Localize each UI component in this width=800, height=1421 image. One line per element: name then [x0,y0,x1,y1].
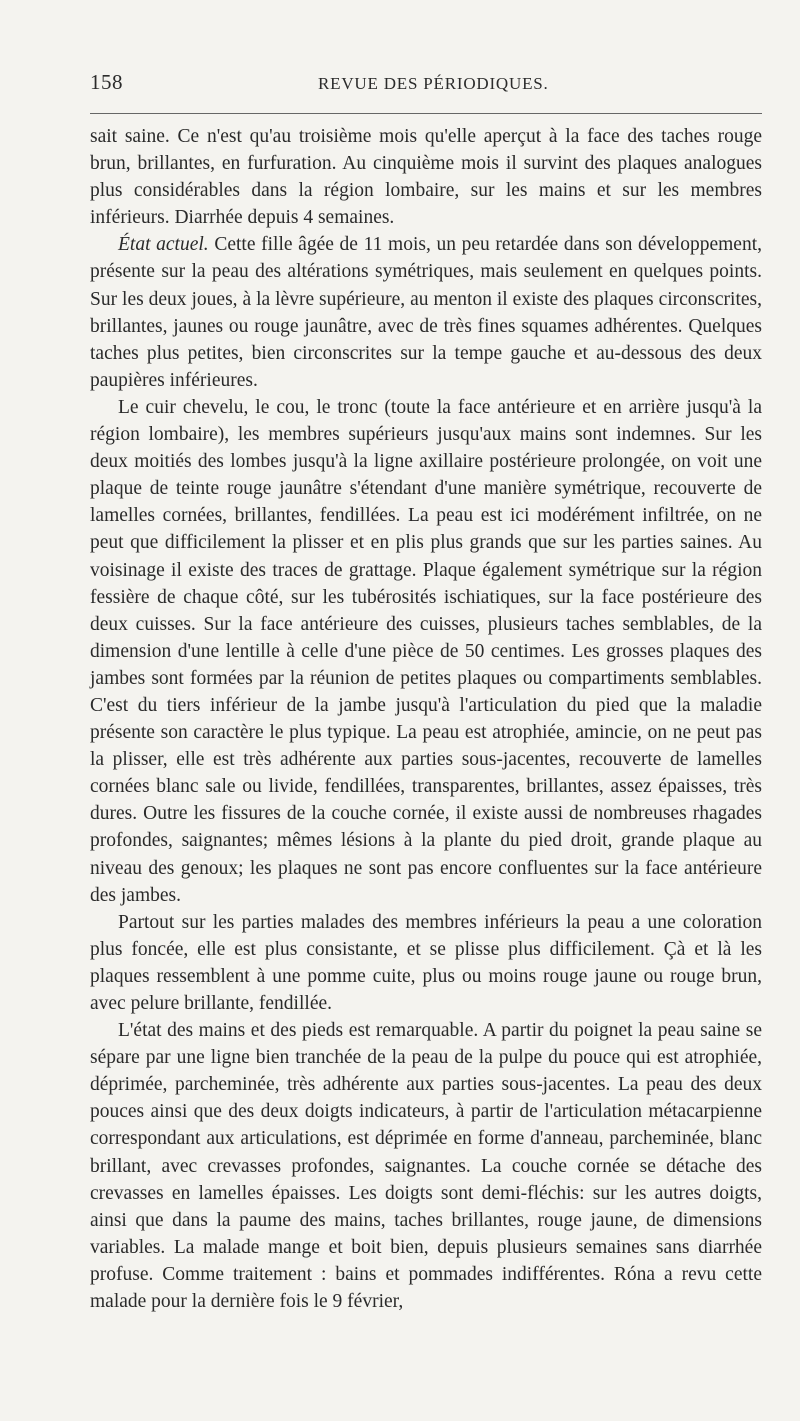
paragraph-2 [90,231,762,394]
paragraph-text: sait saine. Ce n'est qu'au troisième mois qu'elle aperçut à la face des taches rouge brun, brillantes, en furfuration. Au cinquième mois il survint des plaques analogues plus considérables dans la région lombaire, sur les mains et sur les membres inférieurs. Diarrhée depuis 4 semaines. [90,126,762,229]
paragraph-5 [90,1017,762,1315]
paragraph-4 [90,909,762,1017]
paragraph-text: Partout sur les parties malades des membres inférieurs la peau a une coloration plus foncée, elle est plus consistante, et se plisse plus difficilement. Çà et là les plaques ressemblent à une pomme cuite, plus ou moins rouge jaune ou rouge brun, avec pelure brillante, fendillée. [90,911,762,1014]
paragraph-lead: État actuel. [118,234,209,256]
paragraph-1 [90,123,762,231]
paragraph-text: Le cuir chevelu, le cou, le tronc (toute la face antérieure et en arrière jusqu'à la région lombaire), les membres supérieurs jusqu'aux mains sont indemnes. Sur les deux moitiés des lombes jusqu'à la ligne axillaire postérieure prolongée, on voit une plaque de teinte rouge jaunâtre s'étendant d'une manière symétrique, recouverte de lamelles cornées, brillantes, fendillées. La peau est ici modérément infiltrée, on ne peut que difficilement la plisser et en plis plus grands que sur les parties saines. Au voisinage il existe des traces de grattage. Plaque également symétrique sur la région fessière de chaque côté, sur les tubérosités ischiatiques, sur la face postérieure des deux cuisses. Sur la face antérieure des cuisses, plusieurs taches semblables, de la dimension d'une lentille à celle d'une pièce de 50 centimes. Les grosses plaques des jambes sont formées par la réunion de petites plaques ou compartiments semblables. C'est du tiers inférieur de la jambe jusqu'à l'articulation du pied que la maladie présente son caractère le plus typique. La peau est atrophiée, amincie, on ne peut pas la plisser, elle est très adhérente aux parties sous-jacentes, recouverte de lamelles cornées blanc sale ou livide, fendillées, transparentes, brillantes, assez épaisses, très dures. Outre les fissures de la couche cornée, il existe aussi de nombreuses rhagades profondes, saignantes; mêmes lésions à la plante du pied droit, grande plaque au niveau des genoux; les plaques ne sont pas encore confluentes sur la face antérieure des jambes. [90,396,762,906]
body-text [90,123,762,1315]
page-number: 158 [90,70,123,94]
page-header [90,70,762,100]
running-title: REVUE DES PÉRIODIQUES. [318,74,549,93]
paragraph-text: L'état des mains et des pieds est remarquable. A partir du poignet la peau saine se sépare par une ligne bien tranchée de la peau de la pulpe du pouce qui est atrophiée, déprimée, parcheminée, très adhérente aux parties sous-jacentes. La peau des deux pouces ainsi que des deux doigts indicateurs, à partir de l'articulation métacarpienne correspondant aux articulations, est déprimée en forme d'anneau, parcheminée, blanc brillant, avec crevasses profondes, saignantes. La couche cornée se détache des crevasses en lamelles épaisses. Les doigts sont demi-fléchis: sur les autres doigts, ainsi que dans la paume des mains, taches brillantes, rouge jaune, de dimensions variables. La malade mange et boit bien, depuis plusieurs semaines sans diarrhée profuse. Comme traitement : bains et pommades indifférentes. Róna a revu cette malade pour la dernière fois le 9 février, [90,1020,762,1313]
paragraph-text: Cette fille âgée de 11 mois, un peu retardée dans son développement, présente sur la peau des altérations symétriques, mais seulement en quelques points. Sur les deux joues, à la lèvre supérieure, au menton il existe des plaques circonscrites, brillantes, jaunes ou rouge jaunâtre, avec de très fines squames adhérentes. Quelques taches plus petites, bien circonscrites sur la tempe gauche et au-dessous des deux paupières inférieures. [90,234,762,391]
header-rule [90,113,762,114]
paragraph-3 [90,394,762,909]
